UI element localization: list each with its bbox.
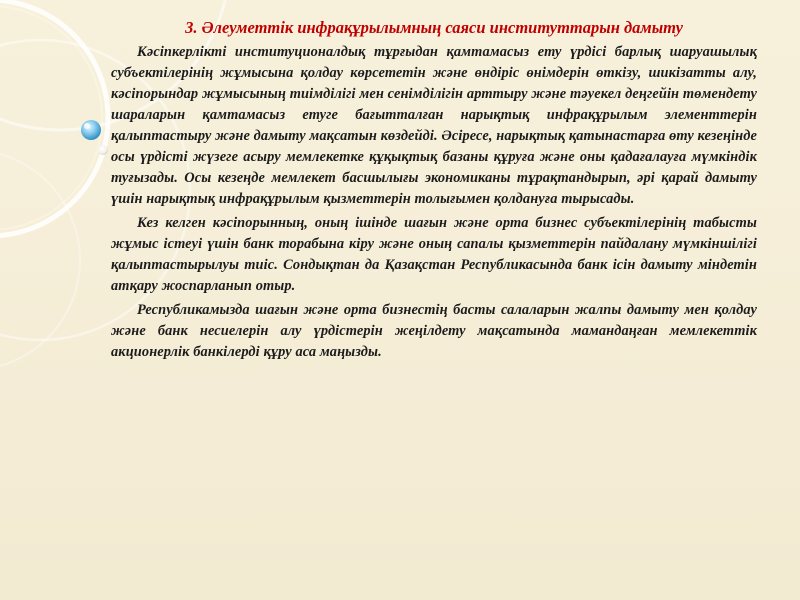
text-body xyxy=(111,18,757,363)
paragraph-3: Республикамызда шағын және орта бизнестің басты салаларын жалпы дамыту мен қолдау және банк несиелерін алу үрдістерін жеңілдету мақсатында мамандаңған мемлекеттік акционерлік банкілерді құру аса маңызды. xyxy=(111,302,757,360)
blue-bead-icon xyxy=(81,120,101,140)
paragraph-2: Кез келген кәсіпорынның, оның ішінде шағын және орта бизнес субъектілерінің табысты жұмыс істеуі үшін банк торабына кіру және оның сапалы қызметтерін пайдалану мүмкіншілігі қалыптастырылуы тиіс. Сондықтан да Қазақстан Республикасында банк ісін дамыту міндетін атқару жоспарланып отыр. xyxy=(111,215,757,294)
white-bead-icon xyxy=(98,145,108,155)
slide-title: 3. Әлеуметтік инфрақұрылымның саяси институттарын дамыту xyxy=(185,18,683,37)
paragraph-1: Кәсіпкерлікті институционалдық тұрғыдан қамтамасыз ету үрдісі барлық шаруашылық субъектілерінің жұмысына қолдау көрсететін және өндіріс өнімдерін өткізу, шикізатты алу, кәсіпорындар жұмысының тиімділігі мен сенімділігін арттыру және тәуекел деңгейін төмендету шараларын қамтамасыз етуге бағытталған нарықтық инфрақұрылым элементтерін қалыптастыру және дамыту мақсатын көздейді. Әсіресе, нарықтық қатынастарға өту кезеңінде осы үрдісті жүзеге асыру мемлекетке құқықтық базаны құруға және оны қадағалауға мүмкіндік туғызады. Осы кезеңде мемлекет басшылығы экономиканы тұрақтандырып, әрі қарай дамыту үшін нарықтық инфрақұрылым қызметтерін толығымен қолдануға тырысады. xyxy=(111,44,757,207)
